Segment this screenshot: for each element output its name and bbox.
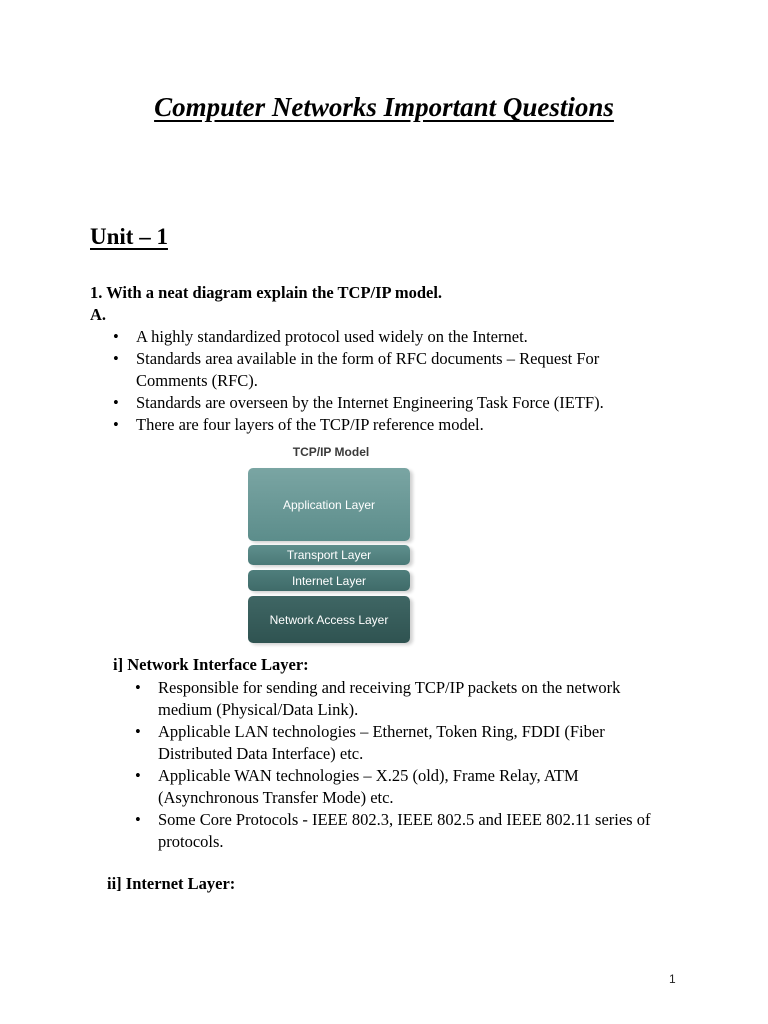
list-item: • Standards area available in the form of RFC documents – Request For Comments (RFC).: [113, 348, 673, 392]
transport-layer-block: Transport Layer: [248, 545, 410, 565]
internet-layer-block: Internet Layer: [248, 570, 410, 591]
network-access-layer-block: Network Access Layer: [248, 596, 410, 643]
application-layer-block: Application Layer: [248, 468, 410, 541]
page-number: 1: [669, 972, 676, 986]
internet-layer-heading: ii] Internet Layer:: [107, 874, 236, 893]
unit-heading: Unit – 1: [90, 224, 168, 249]
list-item: • Responsible for sending and receiving TCP/IP packets on the network medium (Physical/Data Link).: [135, 677, 675, 721]
diagram-title: TCP/IP Model: [292, 445, 370, 459]
list-item: • Applicable WAN technologies – X.25 (old), Frame Relay, ATM (Asynchronous Transfer Mode) etc.: [135, 765, 675, 809]
list-item: • There are four layers of the TCP/IP reference model.: [113, 414, 673, 436]
list-item: • A highly standardized protocol used widely on the Internet.: [113, 326, 673, 348]
network-interface-bullet-list: [135, 677, 675, 853]
list-item: • Some Core Protocols - IEEE 802.3, IEEE 802.5 and IEEE 802.11 series of protocols.: [135, 809, 675, 853]
answer-label: A.: [90, 305, 107, 324]
network-interface-layer-heading: i] Network Interface Layer:: [113, 655, 309, 674]
page-title: Computer Networks Important Questions: [154, 92, 614, 122]
intro-bullet-list: [113, 326, 673, 436]
tcp-ip-model-diagram: [246, 443, 416, 648]
question-text: 1. With a neat diagram explain the TCP/IP model.: [90, 283, 443, 302]
list-item: • Standards are overseen by the Internet Engineering Task Force (IETF).: [113, 392, 673, 414]
list-item: • Applicable LAN technologies – Ethernet, Token Ring, FDDI (Fiber Distributed Data Interface) etc.: [135, 721, 675, 765]
